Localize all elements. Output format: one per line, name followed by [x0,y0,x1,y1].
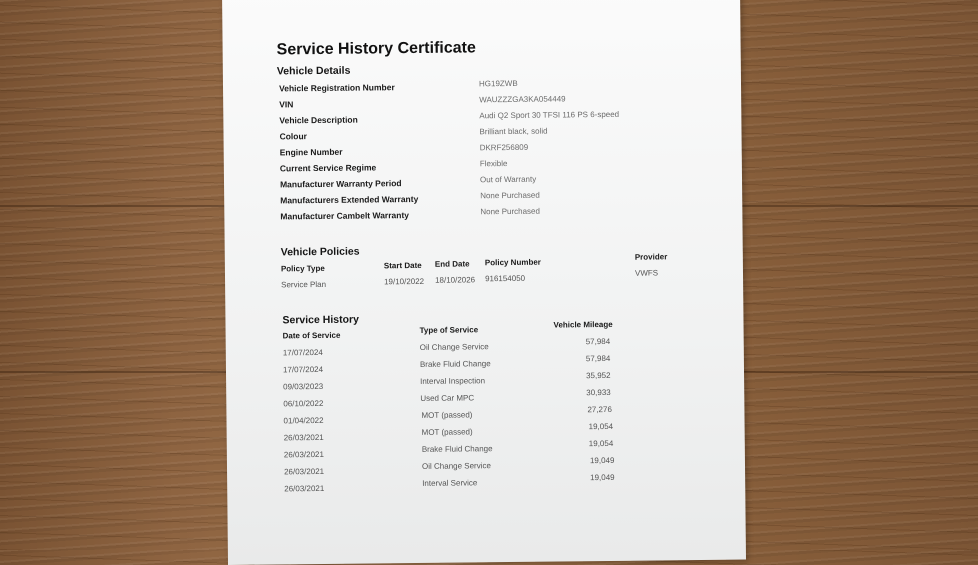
end-date-cell: 18/10/2026 [435,275,476,285]
service-date-cell: 01/04/2022 [283,415,324,426]
service-type-cell: Interval Service [422,478,478,488]
column-header-policy-type: Policy Type [280,263,325,274]
certificate-paper [222,0,746,565]
service-mileage-cell: 57,984 [585,336,611,347]
service-date-cell: 17/07/2024 [282,364,324,375]
detail-value: Flexible [479,159,508,169]
start-date-cell: 19/10/2022 [384,276,425,287]
detail-label: Colour [279,131,307,142]
column-header-provider: Provider [634,252,668,262]
column-header-type: Type of Service [419,325,479,335]
service-type-cell: MOT (passed) [421,410,473,420]
service-date-cell: 26/03/2021 [283,449,324,460]
column-header-policy-number: Policy Number [484,257,541,268]
detail-label: Manufacturers Extended Warranty [280,193,419,206]
column-header-start-date: Start Date [383,260,422,271]
detail-label: Manufacturer Warranty Period [279,178,402,190]
service-type-cell: Used Car MPC [420,393,475,403]
service-date-cell: 26/03/2021 [284,483,325,494]
page-title: Service History Certificate [276,39,476,59]
detail-value: Brilliant black, solid [479,126,548,137]
service-history-heading: Service History [282,313,359,327]
provider-cell: VWFS [634,268,659,278]
vehicle-policies-heading: Vehicle Policies [280,245,360,259]
service-mileage-cell: 19,049 [589,455,615,466]
policy-type-cell: Service Plan [281,279,327,290]
detail-label: Vehicle Registration Number [278,82,395,94]
service-type-cell: MOT (passed) [421,427,473,437]
detail-label: Manufacturer Cambelt Warranty [280,210,410,222]
detail-value: DKRF256809 [479,142,529,153]
service-mileage-cell: 19,054 [588,438,614,449]
detail-label: Current Service Regime [279,162,377,174]
detail-value: None Purchased [480,206,540,217]
service-date-cell: 09/03/2023 [283,381,324,392]
service-type-cell: Brake Fluid Change [419,359,491,369]
detail-value: HG19ZWB [478,78,518,89]
detail-value: None Purchased [480,190,540,201]
service-mileage-cell: 27,276 [587,404,612,415]
service-date-cell: 17/07/2024 [282,347,323,358]
service-mileage-cell: 35,952 [586,370,611,381]
service-type-cell: Oil Change Service [421,461,491,471]
service-type-cell: Oil Change Service [419,342,489,352]
column-header-mileage: Vehicle Mileage [553,319,613,330]
service-date-cell: 26/03/2021 [283,432,324,443]
service-mileage-cell: 30,933 [586,387,611,398]
service-type-cell: Interval Inspection [420,376,486,386]
service-date-cell: 06/10/2022 [283,398,324,409]
column-header-date: Date of Service [282,330,341,341]
service-mileage-cell: 19,054 [588,421,614,432]
service-date-cell: 26/03/2021 [284,466,325,477]
detail-value: Audi Q2 Sport 30 TFSI 116 PS 6-speed [479,109,620,121]
vehicle-details-heading: Vehicle Details [276,64,351,78]
service-mileage-cell: 19,049 [590,472,615,483]
column-header-end-date: End Date [434,259,470,269]
detail-label: Vehicle Description [279,114,358,126]
detail-value: WAUZZZGA3KA054449 [479,94,566,105]
detail-label: Engine Number [279,146,343,158]
service-mileage-cell: 57,984 [585,353,611,364]
detail-label: VIN [279,99,294,110]
service-type-cell: Brake Fluid Change [421,444,493,454]
detail-value: Out of Warranty [479,174,537,185]
policy-number-cell: 916154050 [484,273,526,284]
